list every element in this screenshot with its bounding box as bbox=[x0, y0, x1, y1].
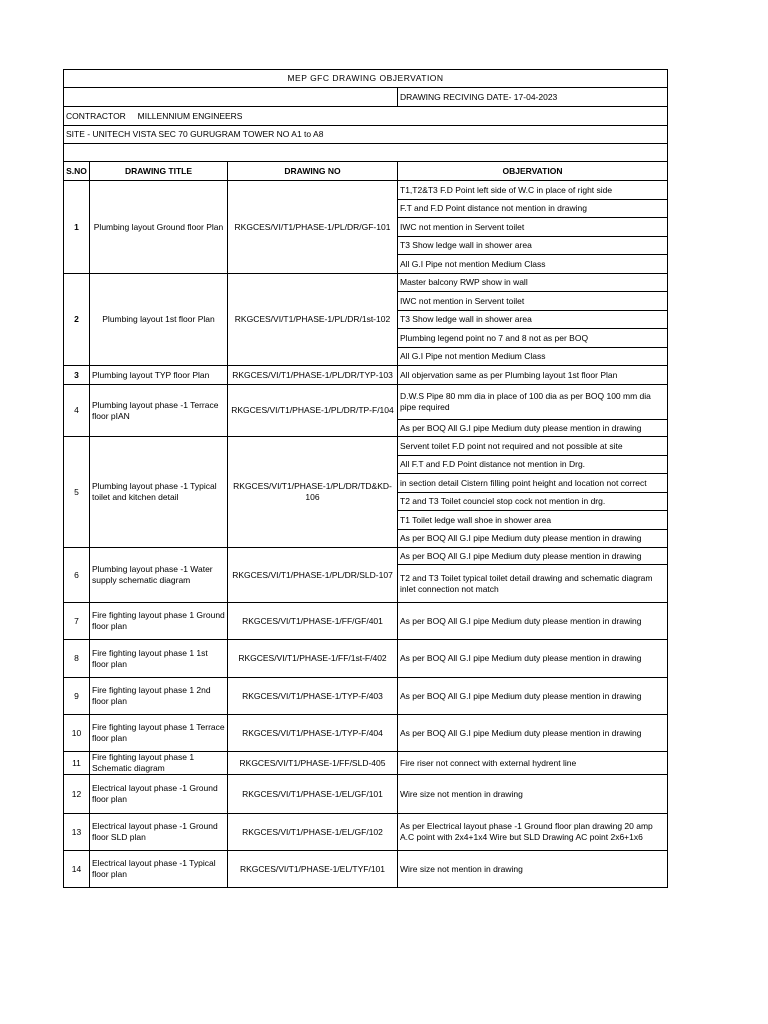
title-row bbox=[64, 70, 668, 88]
blank-cell bbox=[64, 88, 398, 107]
drawing-number: RKGCES/VI/T1/PHASE-1/FF/1st-F/402 bbox=[228, 640, 398, 678]
observation: All G.I Pipe not mention Medium Class bbox=[398, 348, 668, 366]
column-header-observation: OBJERVATION bbox=[398, 162, 668, 181]
column-header-row bbox=[64, 162, 668, 181]
table-row bbox=[64, 678, 668, 715]
observation: As per BOQ All G.I pipe Medium duty please mention in drawing bbox=[398, 420, 668, 437]
observation: All objervation same as per Plumbing layout 1st floor Plan bbox=[398, 366, 668, 385]
serial-number: 3 bbox=[64, 366, 90, 385]
observation: As per BOQ All G.I pipe Medium duty please mention in drawing bbox=[398, 603, 668, 640]
drawing-number: RKGCES/VI/T1/PHASE-1/EL/GF/101 bbox=[228, 775, 398, 814]
serial-number: 7 bbox=[64, 603, 90, 640]
table-row bbox=[64, 752, 668, 775]
drawing-title: Plumbing layout Ground floor Plan bbox=[90, 181, 228, 274]
drawing-title: Plumbing layout phase -1 Water supply schematic diagram bbox=[90, 548, 228, 603]
observation: IWC not mention in Servent toilet bbox=[398, 218, 668, 237]
table-row bbox=[64, 366, 668, 385]
serial-number: 10 bbox=[64, 715, 90, 752]
drawing-number: RKGCES/VI/T1/PHASE-1/PL/DR/1st-102 bbox=[228, 274, 398, 366]
table-row bbox=[64, 274, 668, 292]
serial-number: 1 bbox=[64, 181, 90, 274]
table-row bbox=[64, 814, 668, 851]
drawing-title: Plumbing layout 1st floor Plan bbox=[90, 274, 228, 366]
observation: T2 and T3 Toilet typical toilet detail drawing and schematic diagram inlet connection not match bbox=[398, 565, 668, 603]
drawing-title: Fire fighting layout phase 1 2nd floor plan bbox=[90, 678, 228, 715]
drawing-number: RKGCES/VI/T1/PHASE-1/PL/DR/SLD-107 bbox=[228, 548, 398, 603]
column-header-drawing-no: DRAWING NO bbox=[228, 162, 398, 181]
drawing-title: Fire fighting layout phase 1 Terrace floor plan bbox=[90, 715, 228, 752]
drawing-number: RKGCES/VI/T1/PHASE-1/PL/DR/GF-101 bbox=[228, 181, 398, 274]
observation: in section detail Cistern filling point height and location not correct bbox=[398, 474, 668, 493]
drawing-number: RKGCES/VI/T1/PHASE-1/EL/TYF/101 bbox=[228, 851, 398, 888]
column-header-drawing-title: DRAWING TITLE bbox=[90, 162, 228, 181]
spacer-row bbox=[64, 144, 668, 162]
observation: As per BOQ All G.I pipe Medium duty please mention in drawing bbox=[398, 530, 668, 548]
table-row bbox=[64, 715, 668, 752]
observation: As per BOQ All G.I pipe Medium duty please mention in drawing bbox=[398, 640, 668, 678]
drawing-title: Fire fighting layout phase 1 Ground floor plan bbox=[90, 603, 228, 640]
drawing-title: Electrical layout phase -1 Typical floor plan bbox=[90, 851, 228, 888]
drawing-number: RKGCES/VI/T1/PHASE-1/TYP-F/404 bbox=[228, 715, 398, 752]
drawing-number: RKGCES/VI/T1/PHASE-1/PL/DR/TP-F/104 bbox=[228, 385, 398, 437]
observation: As per BOQ All G.I pipe Medium duty please mention in drawing bbox=[398, 548, 668, 565]
site-row bbox=[64, 126, 668, 144]
serial-number: 6 bbox=[64, 548, 90, 603]
serial-number: 14 bbox=[64, 851, 90, 888]
observation-table bbox=[63, 69, 668, 888]
table-row bbox=[64, 640, 668, 678]
serial-number: 9 bbox=[64, 678, 90, 715]
serial-number: 11 bbox=[64, 752, 90, 775]
table-row bbox=[64, 548, 668, 565]
document-title: MEP GFC DRAWING OBJERVATION bbox=[64, 70, 668, 88]
observation: T2 and T3 Toilet counciel stop cock not mention in drg. bbox=[398, 493, 668, 511]
blank-cell bbox=[64, 144, 668, 162]
serial-number: 4 bbox=[64, 385, 90, 437]
observation: As per Electrical layout phase -1 Ground floor plan drawing 20 amp A.C point with 2x4+1x4 Wire but SLD Drawing AC point 2x6+1x6 bbox=[398, 814, 668, 851]
observation: As per BOQ All G.I pipe Medium duty please mention in drawing bbox=[398, 715, 668, 752]
drawing-number: RKGCES/VI/T1/PHASE-1/PL/DR/TYP-103 bbox=[228, 366, 398, 385]
drawing-title: Plumbing layout phase -1 Terrace floor pIAN bbox=[90, 385, 228, 437]
observation: T1,T2&T3 F.D Point left side of W.C in place of right side bbox=[398, 181, 668, 200]
drawing-number: RKGCES/VI/T1/PHASE-1/PL/DR/TD&KD-106 bbox=[228, 437, 398, 548]
drawing-number: RKGCES/VI/T1/PHASE-1/FF/SLD-405 bbox=[228, 752, 398, 775]
observation: F.T and F.D Point distance not mention in drawing bbox=[398, 200, 668, 218]
serial-number: 12 bbox=[64, 775, 90, 814]
observation: As per BOQ All G.I pipe Medium duty please mention in drawing bbox=[398, 678, 668, 715]
drawing-title: Electrical layout phase -1 Ground floor SLD plan bbox=[90, 814, 228, 851]
observation: All F.T and F.D Point distance not mention in Drg. bbox=[398, 456, 668, 474]
table-row bbox=[64, 851, 668, 888]
table-row bbox=[64, 181, 668, 200]
serial-number: 5 bbox=[64, 437, 90, 548]
observation: T3 Show ledge wall in shower area bbox=[398, 311, 668, 329]
observation: Servent toilet F.D point not required and not possible at site bbox=[398, 437, 668, 456]
observation: Master balcony RWP show in wall bbox=[398, 274, 668, 292]
drawing-number: RKGCES/VI/T1/PHASE-1/EL/GF/102 bbox=[228, 814, 398, 851]
observation: All G.I Pipe not mention Medium Class bbox=[398, 255, 668, 274]
observation: D.W.S Pipe 80 mm dia in place of 100 dia as per BOQ 100 mm dia pipe required bbox=[398, 385, 668, 420]
column-header-sno: S.NO bbox=[64, 162, 90, 181]
observation: T1 Toilet ledge wall shoe in shower area bbox=[398, 511, 668, 530]
serial-number: 2 bbox=[64, 274, 90, 366]
serial-number: 8 bbox=[64, 640, 90, 678]
table-row bbox=[64, 603, 668, 640]
drawing-number: RKGCES/VI/T1/PHASE-1/FF/GF/401 bbox=[228, 603, 398, 640]
observation: Plumbing legend point no 7 and 8 not as per BOQ bbox=[398, 329, 668, 348]
date-row bbox=[64, 88, 668, 107]
site-name: SITE - UNITECH VISTA SEC 70 GURUGRAM TOWER NO A1 to A8 bbox=[64, 126, 668, 144]
drawing-title: Fire fighting layout phase 1 1st floor plan bbox=[90, 640, 228, 678]
drawing-title: Electrical layout phase -1 Ground floor plan bbox=[90, 775, 228, 814]
observation: T3 Show ledge wall in shower area bbox=[398, 237, 668, 255]
contractor-name: CONTRACTOR MILLENNIUM ENGINEERS bbox=[64, 107, 668, 126]
drawing-receiving-date: DRAWING RECIVING DATE- 17-04-2023 bbox=[398, 88, 668, 107]
table-row bbox=[64, 775, 668, 814]
drawing-title: Plumbing layout phase -1 Typical toilet and kitchen detail bbox=[90, 437, 228, 548]
observation: Fire riser not connect with external hydrent line bbox=[398, 752, 668, 775]
observation: Wire size not mention in drawing bbox=[398, 775, 668, 814]
drawing-title: Plumbing layout TYP floor Plan bbox=[90, 366, 228, 385]
table-row bbox=[64, 385, 668, 420]
observation: IWC not mention in Servent toilet bbox=[398, 292, 668, 311]
drawing-title: Fire fighting layout phase 1 Schematic diagram bbox=[90, 752, 228, 775]
drawing-number: RKGCES/VI/T1/PHASE-1/TYP-F/403 bbox=[228, 678, 398, 715]
table-row bbox=[64, 437, 668, 456]
observation: Wire size not mention in drawing bbox=[398, 851, 668, 888]
contractor-row bbox=[64, 107, 668, 126]
serial-number: 13 bbox=[64, 814, 90, 851]
